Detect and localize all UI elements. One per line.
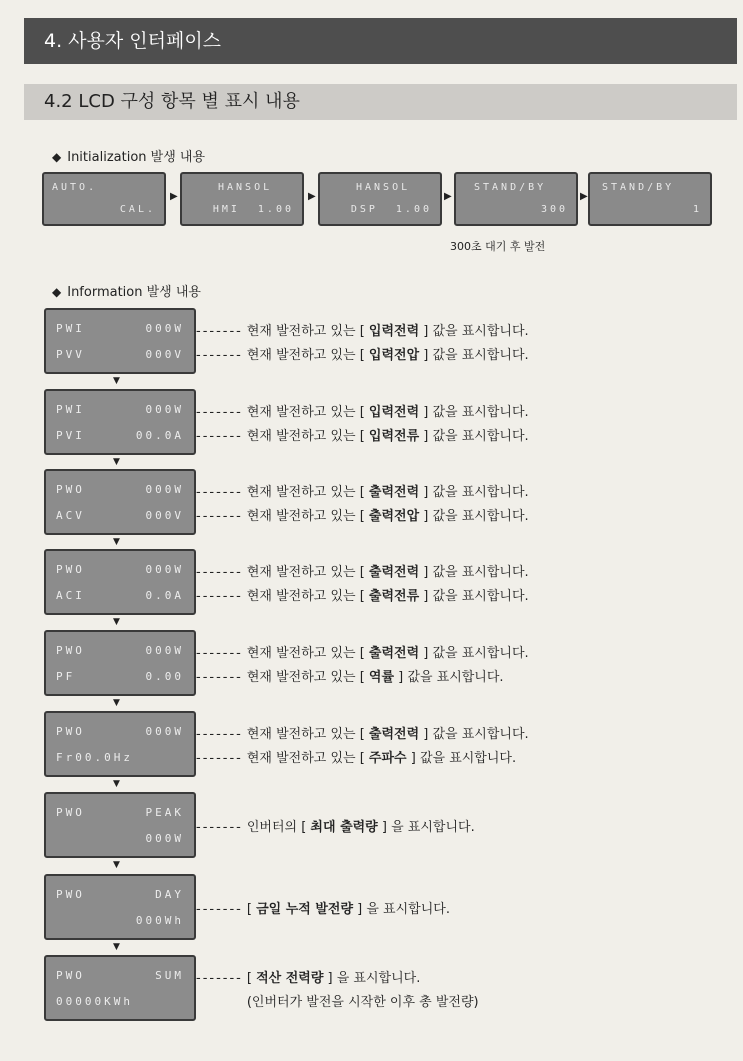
info-heading: ◆ Information 발생 내용 — [52, 285, 201, 300]
lcd-text: PWI — [56, 322, 85, 335]
description-text: 현재 발전하고 있는 [ — [246, 751, 369, 766]
lcd-text: 000V — [145, 509, 184, 522]
arrow-down-icon: ▼ — [113, 779, 120, 789]
description-text: ] 을 표시합니다. — [323, 971, 421, 986]
description-text: 입력전압 — [368, 348, 420, 363]
leader-dots: ------- — [196, 509, 243, 524]
description-text: ] 을 표시합니다. — [353, 902, 450, 917]
info-description — [196, 816, 475, 835]
lcd-text: 000W — [145, 322, 184, 335]
info-description — [196, 505, 529, 524]
description-text: 출력전류 — [368, 589, 420, 604]
lcd-text: ACV — [56, 509, 85, 522]
description-text: 현재 발전하고 있는 [ — [246, 509, 369, 524]
description-text: 현재 발전하고 있는 [ — [246, 348, 369, 363]
leader-dots: ------- — [196, 971, 243, 986]
arrow-down-icon: ▼ — [113, 942, 120, 952]
arrow-right-icon: ▶ — [170, 191, 178, 202]
info-description — [196, 967, 420, 986]
lcd-text: 00.0A — [135, 429, 184, 442]
init-sequence — [42, 172, 712, 232]
lcd-text: 000Wh — [135, 914, 184, 927]
description-text: 출력전압 — [368, 509, 420, 524]
leader-dots: ------- — [196, 751, 243, 766]
description-text: ] 값을 표시합니다. — [419, 348, 529, 363]
lcd-screen — [44, 549, 196, 615]
lcd-text: 00000KWh — [56, 995, 133, 1008]
lcd-text: 0.00 — [145, 670, 184, 683]
diamond-bullet-icon: ◆ — [52, 150, 62, 164]
info-item — [44, 955, 734, 1021]
lcd-text: PWI — [56, 403, 85, 416]
section-title: 4.2 LCD 구성 항목 별 표시 내용 — [44, 91, 300, 112]
leader-dots: ------- — [196, 405, 243, 420]
info-description — [196, 561, 529, 580]
description-text: ] 값을 표시합니다. — [394, 670, 504, 685]
leader-dots: ------- — [196, 589, 243, 604]
description-text: 인버터의 [ — [246, 820, 311, 835]
description-text: 현재 발전하고 있는 [ — [246, 589, 369, 604]
leader-dots: ------- — [196, 670, 243, 685]
description-text: (인버터가 발전을 시작한 이후 총 발전량) — [246, 995, 479, 1010]
chapter-title: 4. 사용자 인터페이스 — [44, 30, 222, 52]
lcd-text: 0.0A — [145, 589, 184, 602]
lcd-text: PWO — [56, 644, 85, 657]
lcd-text: DAY — [155, 888, 184, 901]
description-text: 출력전력 — [368, 727, 420, 742]
description-text: 현재 발전하고 있는 [ — [246, 405, 369, 420]
leader-dots: ------- — [196, 727, 243, 742]
lcd-text: 000W — [145, 483, 184, 496]
info-description — [196, 666, 504, 685]
description-text: [ — [246, 971, 257, 986]
lcd-text: PWO — [56, 563, 85, 576]
leader-dots: ------- — [196, 646, 243, 661]
info-description — [196, 320, 529, 339]
description-text: 출력전력 — [368, 646, 420, 661]
info-description — [196, 344, 529, 363]
arrow-right-icon: ▶ — [308, 191, 316, 202]
lcd-text: 000V — [145, 348, 184, 361]
leader-dots: ------- — [196, 820, 243, 835]
leader-dots: ------- — [196, 324, 243, 339]
description-text: ] 값을 표시합니다. — [419, 509, 529, 524]
description-text: 적산 전력량 — [256, 971, 324, 986]
lcd-screen — [44, 389, 196, 455]
lcd-text: PF — [56, 670, 76, 683]
init-lcd-screen: HANSOL DSP 1.00 — [318, 172, 442, 226]
lcd-text: PWO — [56, 725, 85, 738]
description-text: 현재 발전하고 있는 [ — [246, 670, 369, 685]
lcd-screen — [44, 711, 196, 777]
init-lcd-screen: AUTO. CAL. — [42, 172, 166, 226]
description-text: 입력전력 — [368, 405, 420, 420]
description-text: 현재 발전하고 있는 [ — [246, 565, 369, 580]
description-text: 현재 발전하고 있는 [ — [246, 429, 369, 444]
description-text: 입력전력 — [368, 324, 420, 339]
info-item — [44, 549, 734, 615]
lcd-text: ACI — [56, 589, 85, 602]
info-description — [196, 642, 529, 661]
description-text: [ — [246, 902, 257, 917]
description-text: 현재 발전하고 있는 [ — [246, 727, 369, 742]
arrow-down-icon: ▼ — [113, 537, 120, 547]
leader-dots: ------- — [196, 348, 243, 363]
lcd-text: 000W — [145, 644, 184, 657]
arrow-down-icon: ▼ — [113, 698, 120, 708]
arrow-right-icon: ▶ — [444, 191, 452, 202]
arrow-right-icon: ▶ — [580, 191, 588, 202]
arrow-down-icon: ▼ — [113, 860, 120, 870]
leader-dots: ------- — [196, 429, 243, 444]
description-text: 주파수 — [368, 751, 407, 766]
description-text: 현재 발전하고 있는 [ — [246, 485, 369, 500]
info-item — [44, 711, 734, 777]
init-lcd-screen: STAND/BY 300 — [454, 172, 578, 226]
lcd-text: PEAK — [145, 806, 184, 819]
info-item — [44, 874, 734, 940]
info-item — [44, 469, 734, 535]
info-description — [196, 481, 529, 500]
info-item — [44, 792, 734, 858]
arrow-down-icon: ▼ — [113, 457, 120, 467]
info-description — [196, 747, 516, 766]
lcd-text: SUM — [155, 969, 184, 982]
chapter-header — [24, 18, 737, 64]
info-description — [196, 991, 479, 1010]
lcd-text: PWO — [56, 888, 85, 901]
description-text: ] 값을 표시합니다. — [406, 751, 517, 766]
arrow-down-icon: ▼ — [113, 617, 120, 627]
description-text: ] 값을 표시합니다. — [419, 565, 529, 580]
lcd-screen — [44, 874, 196, 940]
init-lcd-screen: STAND/BY 1 — [588, 172, 712, 226]
description-text: 금일 누적 발전량 — [256, 902, 354, 917]
info-description — [196, 898, 450, 917]
info-description — [196, 585, 529, 604]
description-text: 현재 발전하고 있는 [ — [246, 324, 369, 339]
lcd-screen — [44, 469, 196, 535]
info-item — [44, 630, 734, 696]
lcd-screen — [44, 792, 196, 858]
lcd-text: 000W — [145, 563, 184, 576]
info-description — [196, 425, 529, 444]
lcd-text: Fr00.0Hz — [56, 751, 133, 764]
description-text: ] 값을 표시합니다. — [419, 485, 529, 500]
lcd-screen — [44, 308, 196, 374]
diamond-bullet-icon: ◆ — [52, 285, 62, 299]
description-text: ] 값을 표시합니다. — [419, 727, 529, 742]
description-text: ] 값을 표시합니다. — [419, 405, 529, 420]
description-text: 입력전류 — [368, 429, 420, 444]
info-description — [196, 723, 529, 742]
lcd-text: PWO — [56, 483, 85, 496]
leader-dots: ------- — [196, 902, 243, 917]
init-note: 300초 대기 후 발전 — [450, 240, 546, 253]
init-lcd-screen: HANSOL HMI 1.00 — [180, 172, 304, 226]
lcd-text: PWO — [56, 806, 85, 819]
description-text: ] 값을 표시합니다. — [419, 589, 529, 604]
description-text: ] 값을 표시합니다. — [419, 324, 529, 339]
arrow-down-icon: ▼ — [113, 376, 120, 386]
lcd-text: PWO — [56, 969, 85, 982]
description-text: 출력전력 — [368, 485, 420, 500]
lcd-text: 000W — [145, 832, 184, 845]
description-text: 역률 — [368, 670, 395, 685]
lcd-text: PVI — [56, 429, 85, 442]
lcd-screen — [44, 955, 196, 1021]
description-text: ] 을 표시합니다. — [377, 820, 475, 835]
description-text: ] 값을 표시합니다. — [419, 646, 529, 661]
lcd-screen — [44, 630, 196, 696]
info-description — [196, 401, 529, 420]
init-heading: ◆ Initialization 발생 내용 — [52, 150, 206, 165]
info-item — [44, 389, 734, 455]
leader-dots: ------- — [196, 485, 243, 500]
description-text: 현재 발전하고 있는 [ — [246, 646, 369, 661]
leader-dots: ------- — [196, 565, 243, 580]
lcd-text: 000W — [145, 403, 184, 416]
lcd-text: 000W — [145, 725, 184, 738]
description-text: ] 값을 표시합니다. — [419, 429, 529, 444]
info-item — [44, 308, 734, 374]
description-text: 최대 출력량 — [310, 820, 378, 835]
description-text: 출력전력 — [368, 565, 420, 580]
lcd-text: PVV — [56, 348, 85, 361]
section-header — [24, 84, 737, 120]
